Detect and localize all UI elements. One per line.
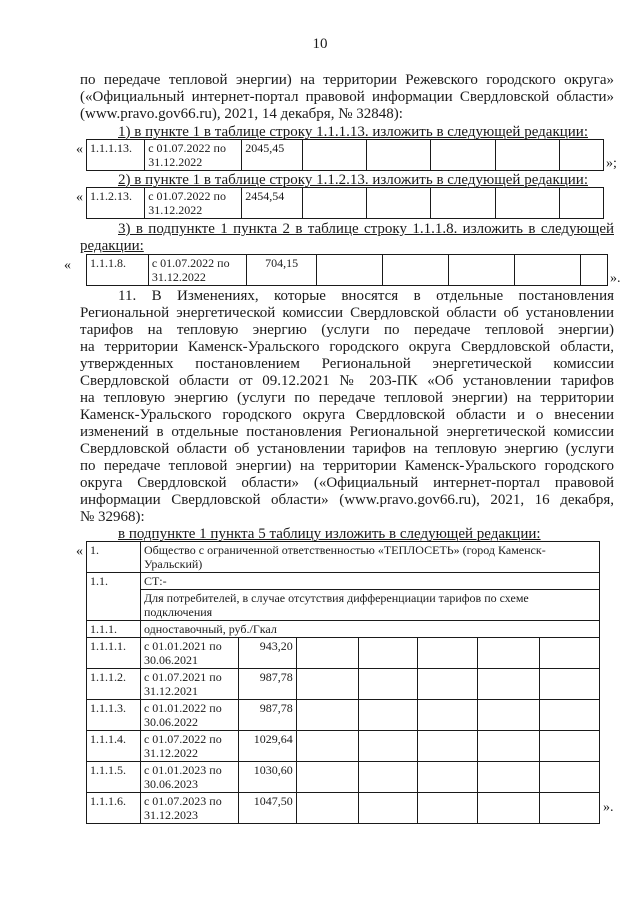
item3-period: с 01.07.2022 по 31.12.2022 [148,255,246,286]
item1-open-quote: « [76,142,83,157]
empty-cell [478,669,540,700]
item1-text: 1) в пункте 1 в таблице строку 1.1.1.13. изложить в следующей редакции: [118,124,588,140]
row-code: 1.1.1.6. [87,793,141,824]
row-period: с 01.01.2023 по 30.06.2023 [140,762,238,793]
para11-line: изменений в отдельные постановления Региональной энергетической комиссии [80,424,614,440]
row-value: 987,78 [238,669,296,700]
empty-cell [560,188,604,219]
page-number: 10 [312,36,328,52]
item2-table [86,187,604,219]
para11-line: информации Свердловской области» (www.pravo.gov66.ru), 2021, 16 декабря, [80,492,614,508]
para11-line: Каменск-Уральского городского округа Свердловской области и о внесении [80,407,614,423]
empty-cell [580,255,607,286]
para11-line: № 32968): [80,509,145,525]
para11-line: на тепловую энергию (услуги по передаче тепловой энергии) на территории [80,390,614,406]
intro-line: по передаче тепловой энергии) на территории Режевского городского округа» [80,72,614,88]
para11-line: Свердловской области от 09.12.2021 № 203-ПК «Об установлении тарифов [80,373,614,389]
big-table-close-quote: ». [603,800,614,815]
row-code: 1.1.1.4. [87,731,141,762]
empty-cell [560,140,604,171]
item3-open-quote: « [64,258,71,273]
empty-cell [418,638,478,669]
row-code: 1.1.1.2. [87,669,141,700]
empty-cell [296,700,358,731]
consumers-label: Для потребителей, в случае отсутствия дифференциации тарифов по схеме подключения [140,590,599,621]
row-value: 1047,50 [238,793,296,824]
empty-cell [431,188,495,219]
item3-close-quote: ». [610,271,621,286]
empty-cell [358,731,418,762]
empty-cell [418,669,478,700]
intro-line: (www.pravo.gov66.ru), 2021, 14 декабря, № 32848): [80,106,403,122]
item3-table [86,254,608,286]
st-label: СТ:- [140,573,599,590]
table-row [87,700,600,731]
table-row [87,638,600,669]
empty-cell [382,255,448,286]
empty-cell [540,638,600,669]
row-code: 1.1.1.5. [87,762,141,793]
empty-cell [431,140,495,171]
subitem-text: в подпункте 1 пункта 5 таблицу изложить в следующей редакции: [118,526,541,542]
row-code: 1.1.1.3. [87,700,141,731]
empty-cell [302,140,366,171]
empty-cell [296,793,358,824]
item1-value: 2045,45 [242,140,302,171]
empty-cell [478,762,540,793]
empty-cell [358,762,418,793]
table-row [87,762,600,793]
empty-cell [478,731,540,762]
para11-line: округа Свердловской области» («Официальный интернет-портал правовой [80,475,614,491]
para11-line: тарифов на тепловую энергию (услуги по передаче тепловой энергии) [80,322,614,338]
empty-cell [296,731,358,762]
empty-cell [514,255,580,286]
row-period: с 01.01.2022 по 30.06.2022 [140,700,238,731]
row-period: с 01.01.2021 по 30.06.2021 [140,638,238,669]
item3-value: 704,15 [247,255,317,286]
row-code: 1.1.1.1. [87,638,141,669]
row-value: 1029,64 [238,731,296,762]
empty-cell [448,255,514,286]
item2-code: 1.1.2.13. [87,188,145,219]
para11-line: 11. В Изменениях, которые вносятся в отдельные постановления [118,288,614,304]
row-value: 1030,60 [238,762,296,793]
para11-line: на территории Каменск-Уральского городского округа Свердловской области, [80,339,614,355]
row-period: с 01.07.2022 по 31.12.2022 [140,731,238,762]
item1-period: с 01.07.2022 по 31.12.2022 [145,140,242,171]
para11-line: утвержденных постановлением Региональной энергетической комиссии [80,356,614,372]
empty-cell [495,188,559,219]
empty-cell [358,700,418,731]
org-name: Общество с ограниченной ответственностью «ТЕПЛОСЕТЬ» (город Каменск-Уральский) [140,542,599,573]
item2-period: с 01.07.2022 по 31.12.2022 [145,188,242,219]
row-period: с 01.07.2023 по 31.12.2023 [140,793,238,824]
table-row [87,669,600,700]
empty-cell [302,188,366,219]
row-value: 943,20 [238,638,296,669]
empty-cell [495,140,559,171]
table-row [87,731,600,762]
row-value: 987,78 [238,700,296,731]
item1-code: 1.1.1.13. [87,140,145,171]
big-table-open-quote: « [76,544,83,559]
org-code: 1. [87,542,141,573]
empty-cell [418,700,478,731]
empty-cell [478,793,540,824]
empty-cell [296,669,358,700]
para11-line: Региональной энергетической комиссии Свердловской области об установлении [80,305,614,321]
item2-text: 2) в пункте 1 в таблице строку 1.1.2.13. изложить в следующей редакции: [118,172,588,188]
item1-table [86,139,604,171]
row-period: с 01.07.2021 по 31.12.2021 [140,669,238,700]
st-code: 1.1. [87,573,141,621]
empty-cell [366,140,430,171]
empty-cell [418,731,478,762]
empty-cell [317,255,383,286]
para11-line: по передаче тепловой энергии) на территории Каменск-Уральского городского [80,458,614,474]
empty-cell [478,700,540,731]
empty-cell [358,793,418,824]
table-row [87,793,600,824]
item3-code: 1.1.1.8. [87,255,149,286]
empty-cell [358,638,418,669]
item2-value: 2454,54 [242,188,302,219]
empty-cell [418,762,478,793]
empty-cell [540,762,600,793]
empty-cell [358,669,418,700]
empty-cell [540,669,600,700]
tariff-table [86,541,600,824]
empty-cell [540,700,600,731]
intro-line: («Официальный интернет-портал правовой информации Свердловской области» [80,89,614,105]
empty-cell [296,638,358,669]
empty-cell [296,762,358,793]
empty-cell [418,793,478,824]
empty-cell [366,188,430,219]
item2-open-quote: « [76,190,83,205]
item3-text-cont: редакции: [80,238,144,254]
para11-line: Свердловской области об установлении тарифов на тепловую энергию (услуги [80,441,614,457]
rate-label: одноставочный, руб./Гкал [140,621,599,638]
item3-text: 3) в подпункте 1 пункта 2 в таблице строку 1.1.1.8. изложить в следующей [118,221,614,237]
item1-close-quote: »; [606,156,617,171]
empty-cell [540,793,600,824]
rate-code: 1.1.1. [87,621,141,638]
empty-cell [478,638,540,669]
empty-cell [540,731,600,762]
